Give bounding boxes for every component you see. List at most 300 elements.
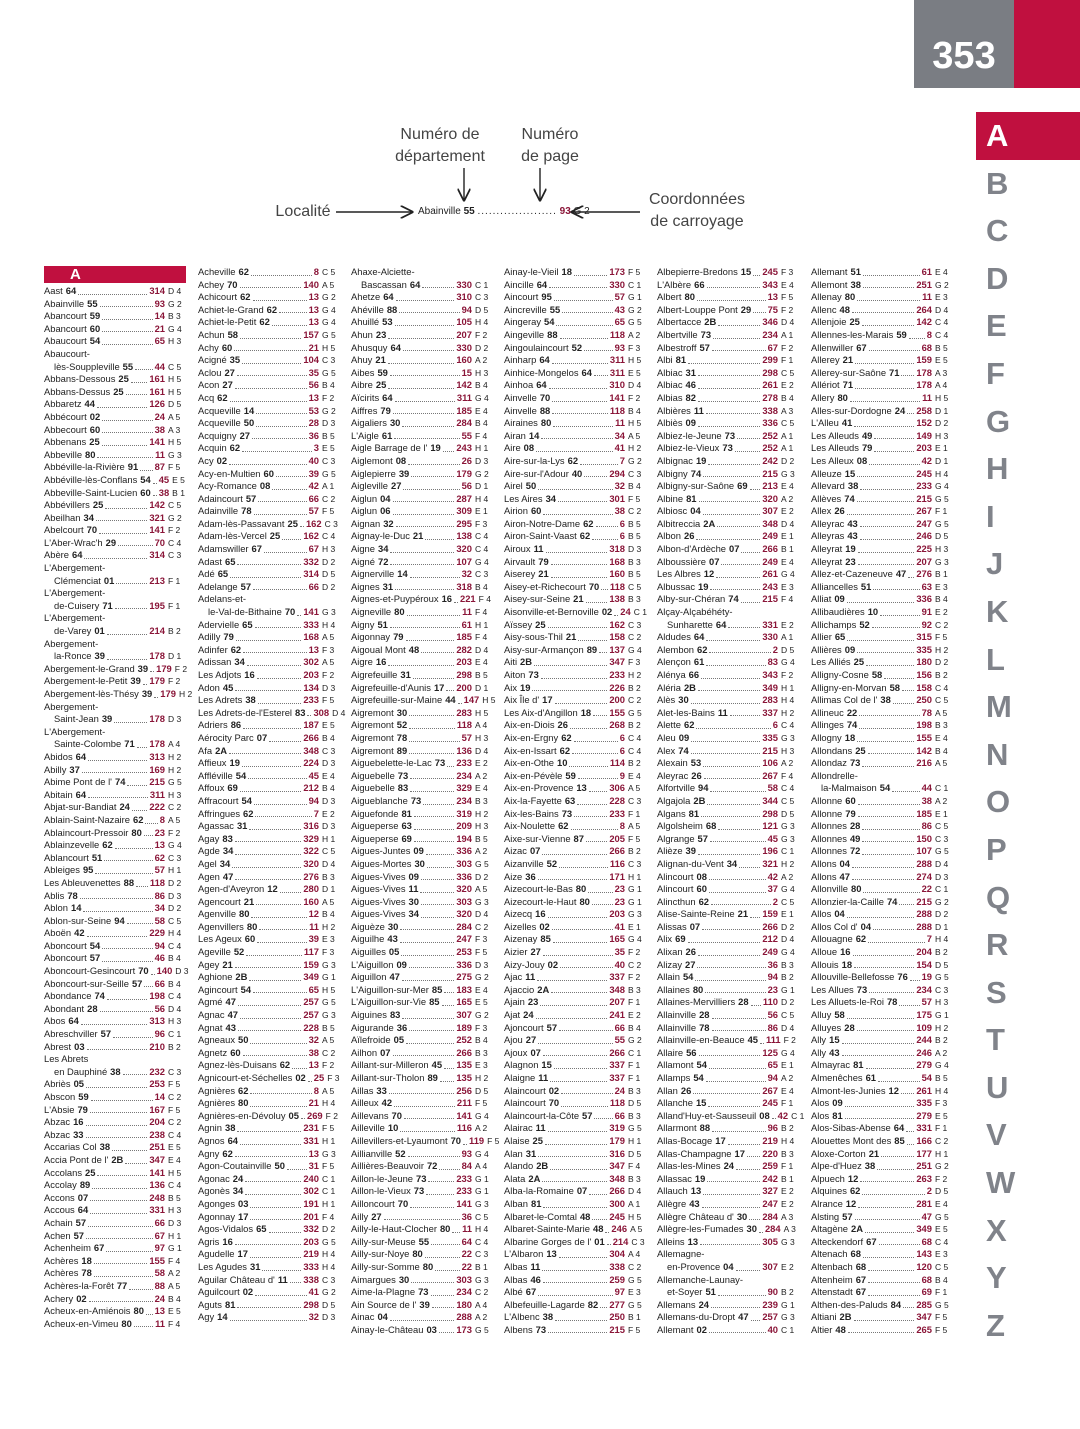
- index-entry: [198, 1236, 340, 1249]
- entry-coordinates: G 3: [781, 732, 795, 743]
- entry-departement: 64: [75, 750, 87, 762]
- index-entry: [198, 1261, 340, 1274]
- entry-coordinates: H 4: [322, 619, 336, 630]
- entry-leader-dots: [736, 1160, 760, 1170]
- entry-leader-dots: [140, 461, 152, 471]
- alphabet-letter-f[interactable]: F: [986, 355, 1005, 391]
- entry-coordinates: B 2: [935, 947, 948, 958]
- entry-locality: Aisey-sur-Seine: [504, 593, 571, 605]
- index-entry: [811, 1211, 953, 1224]
- index-entry: [198, 480, 340, 493]
- index-entry: [657, 266, 799, 279]
- entry-locality: Allouagne: [811, 933, 853, 945]
- entry-departement: 17: [238, 1210, 249, 1222]
- entry-coordinates: H 2: [178, 689, 193, 699]
- entry-departement: 07: [689, 920, 701, 932]
- entry-leader-dots: [555, 694, 608, 704]
- entry-leader-dots: [439, 1324, 454, 1334]
- entry-leader-dots: [549, 279, 607, 289]
- entry-departement: 18: [844, 731, 856, 743]
- index-entry: [44, 612, 186, 625]
- index-entry: [351, 1324, 493, 1337]
- entry-coordinates: H 3: [168, 1016, 182, 1027]
- entry-leader-dots: [116, 575, 147, 585]
- alphabet-letter-t[interactable]: T: [986, 1022, 1005, 1058]
- entry-coordinates: H 5: [628, 355, 642, 366]
- entry-locality: Aboncourt: [44, 939, 87, 951]
- entry-locality: Agen: [198, 870, 220, 882]
- entry-leader-dots: [863, 1248, 914, 1258]
- entry-departement: 57: [697, 832, 708, 844]
- entry-coordinates: B 4: [322, 732, 335, 743]
- entry-locality: Alaincourt-la-Côte: [504, 1109, 580, 1121]
- entry-departement: 64: [693, 631, 705, 643]
- index-entry: [811, 732, 953, 745]
- index-entry: [657, 1034, 799, 1047]
- entry-leader-dots: [89, 1293, 153, 1303]
- entry-leader-dots: [99, 524, 147, 534]
- alphabet-letter-r[interactable]: R: [986, 927, 1009, 963]
- entry-coordinates: D 2: [168, 903, 182, 914]
- entry-departement: 34: [219, 857, 231, 869]
- index-entry: [504, 1311, 646, 1324]
- entry-page: 233: [609, 669, 625, 680]
- index-entry: [44, 1141, 186, 1154]
- index-entry: [657, 1299, 799, 1312]
- entry-locality: Aigaliers: [351, 417, 387, 429]
- entry-page: 178: [149, 713, 165, 725]
- entry-coordinates: G 1: [322, 972, 336, 983]
- index-entry: [198, 619, 340, 632]
- index-entry: [198, 581, 340, 594]
- alphabet-letter-j[interactable]: J: [986, 546, 1004, 582]
- entry-page: 106: [762, 757, 778, 769]
- entry-locality: Aime-la-Plagne: [351, 1286, 416, 1298]
- entry-page: 319: [609, 1122, 625, 1134]
- entry-locality: Airion: [504, 505, 528, 517]
- alphabet-letter-x[interactable]: X: [986, 1212, 1007, 1248]
- entry-coordinates: E 4: [781, 481, 794, 492]
- entry-page: 13: [308, 303, 319, 315]
- index-entry: [811, 1299, 953, 1312]
- entry-departement: 62: [102, 839, 113, 851]
- entry-leader-dots: [858, 543, 915, 553]
- entry-leader-dots: [87, 1041, 148, 1051]
- entry-departement: 83: [397, 782, 409, 794]
- entry-departement: 87: [573, 832, 584, 844]
- entry-locality: Agonac: [198, 1172, 230, 1184]
- index-entry: [44, 587, 186, 600]
- alphabet-letter-y[interactable]: Y: [986, 1260, 1007, 1296]
- entry-departement: 52: [395, 1147, 406, 1159]
- entry-locality: Airon-Notre-Dame: [504, 517, 581, 529]
- index-entry: [657, 468, 799, 481]
- index-entry: [351, 505, 493, 518]
- entry-page: 234: [916, 983, 932, 995]
- entry-departement: 30: [389, 417, 401, 429]
- entry-leader-dots: [866, 1059, 915, 1069]
- index-entry: [198, 795, 340, 808]
- entry-leader-dots: [105, 499, 147, 509]
- entry-page: 313: [149, 1015, 165, 1027]
- entry-leader-dots: [452, 1223, 460, 1233]
- entry-departement: 81: [675, 354, 687, 366]
- entry-coordinates: C 1: [168, 1029, 182, 1040]
- index-entry: [811, 984, 953, 997]
- entry-locality: Agnières-en-Dévoluy: [198, 1109, 286, 1121]
- index-entry: [504, 1211, 646, 1224]
- entry-departement: 62: [230, 643, 242, 655]
- alphabet-letter-z[interactable]: Z: [986, 1307, 1005, 1343]
- entry-leader-dots: [144, 978, 152, 988]
- entry-leader-dots: [538, 1286, 612, 1296]
- entry-departement: 07: [709, 555, 720, 567]
- alphabet-letter-m[interactable]: M: [986, 689, 1012, 725]
- entry-page: 161: [149, 373, 165, 385]
- entry-locality: Allonnes: [811, 832, 847, 844]
- entry-leader-dots: [409, 719, 455, 729]
- index-entry: [504, 808, 646, 821]
- index-entry: [657, 833, 799, 846]
- entry-locality: Aignay-le-Duc: [351, 530, 410, 542]
- alphabet-letter-g[interactable]: G: [986, 403, 1011, 439]
- index-entry: [198, 1223, 340, 1236]
- index-entry: [44, 386, 186, 399]
- entry-coordinates: A 5: [322, 657, 335, 668]
- entry-leader-dots: [538, 871, 608, 881]
- alphabet-letter-c[interactable]: C: [986, 213, 1009, 249]
- entry-departement: 11: [277, 1273, 288, 1285]
- index-entry: [44, 335, 186, 348]
- entry-leader-dots: [402, 417, 454, 427]
- entry-coordinates: A 2: [781, 758, 794, 769]
- entry-departement: 24: [894, 404, 906, 416]
- index-entry: [811, 530, 953, 543]
- entry-coordinates: G 4: [475, 1110, 489, 1121]
- entry-page: 141: [149, 436, 165, 448]
- entry-locality: Alagnon: [504, 1059, 539, 1071]
- entry-page: 96: [767, 1122, 778, 1134]
- entry-departement: 23: [527, 996, 539, 1008]
- index-entry: [504, 1160, 646, 1173]
- alphabet-letter-b[interactable]: B: [986, 165, 1009, 201]
- entry-locality: Les Alleuds: [811, 429, 859, 441]
- entry-coordinates: B 4: [475, 581, 488, 592]
- entry-page: 155: [149, 1254, 165, 1266]
- entry-leader-dots: [880, 606, 919, 616]
- entry-departement: 19: [845, 543, 856, 555]
- entry-departement: 67: [855, 1286, 867, 1298]
- entry-locality: en Dauphiné: [54, 1065, 108, 1077]
- entry-departement: 21: [573, 593, 584, 605]
- entry-coordinates: H 2: [168, 764, 182, 775]
- entry-departement: 39: [141, 688, 153, 699]
- index-entry: [657, 1122, 799, 1135]
- entry-departement: 64: [75, 788, 87, 800]
- index-entry: [351, 959, 493, 972]
- entry-leader-dots: [106, 1242, 152, 1252]
- entry-leader-dots: [709, 644, 770, 654]
- entry-leader-dots: [857, 644, 914, 654]
- entry-locality: Ainvelle: [504, 391, 537, 403]
- entry-page: 40: [767, 1323, 778, 1335]
- page-corner-accent: [1014, 0, 1080, 88]
- alphabet-letter-p[interactable]: P: [986, 831, 1007, 867]
- index-entry: [198, 1122, 340, 1135]
- entry-coordinates: E 5: [935, 355, 948, 366]
- entry-coordinates: F 4: [475, 607, 488, 618]
- entry-coordinates: C 2: [935, 619, 949, 630]
- entry-departement: 2B: [683, 681, 696, 693]
- alphabet-letter-e[interactable]: E: [986, 308, 1007, 344]
- entry-departement: 12: [703, 568, 715, 580]
- entry-page: 56: [308, 379, 319, 391]
- alphabet-letter-i[interactable]: I: [986, 498, 995, 534]
- entry-departement: 09: [408, 870, 419, 882]
- entry-locality: Adelans-et-: [198, 593, 246, 605]
- index-entry: [811, 1185, 953, 1198]
- entry-leader-dots: [863, 883, 919, 893]
- entry-departement: 25: [855, 744, 866, 756]
- entry-page: 24: [614, 1084, 625, 1096]
- entry-page: 245: [762, 1097, 778, 1109]
- entry-leader-dots: [104, 852, 152, 862]
- entry-coordinates: C 5: [781, 896, 795, 907]
- entry-leader-dots: [706, 631, 760, 641]
- entry-locality: Affieux: [198, 757, 227, 769]
- entry-page: 84: [461, 1160, 472, 1172]
- entry-coordinates: E 4: [781, 556, 794, 567]
- entry-departement: 21: [538, 568, 549, 580]
- index-entry: [504, 379, 646, 392]
- entry-locality: Aigrefeuille-sur-Maine: [351, 694, 443, 706]
- entry-coordinates: G 3: [781, 821, 795, 832]
- entry-coordinates: G 2: [628, 1035, 642, 1046]
- entry-locality: Aisey-et-Richecourt: [504, 580, 586, 592]
- entry-departement: 62: [559, 744, 571, 756]
- entry-departement: 04: [839, 857, 850, 869]
- entry-leader-dots: [580, 455, 618, 465]
- entry-locality: Alex: [657, 744, 676, 756]
- entry-page: 22: [921, 883, 932, 895]
- alphabet-letter-v[interactable]: V: [986, 1117, 1007, 1153]
- entry-departement: 25: [92, 499, 104, 511]
- entry-coordinates: D 5: [168, 399, 182, 410]
- entry-leader-dots: [102, 424, 152, 434]
- entry-page: 14: [154, 310, 165, 322]
- index-entry: [657, 455, 799, 468]
- index-entry: [657, 1047, 799, 1060]
- entry-page: 63: [921, 580, 932, 592]
- index-entry: [811, 342, 953, 355]
- alphabet-letter-u[interactable]: U: [986, 1069, 1009, 1105]
- entry-leader-dots: [87, 927, 148, 937]
- entry-coordinates: F 1: [935, 1287, 948, 1298]
- entry-coordinates: E 4: [935, 267, 948, 277]
- entry-coordinates: G 5: [935, 846, 949, 857]
- entry-departement: 81: [832, 1109, 843, 1121]
- entry-coordinates: E 2: [322, 808, 335, 819]
- index-entry: [351, 1110, 493, 1123]
- index-entry: [811, 644, 953, 657]
- entry-page: 267: [916, 505, 932, 517]
- entry-locality: Allainville: [657, 1021, 697, 1033]
- entry-coordinates: D 5: [781, 808, 795, 819]
- entry-page: 134: [303, 681, 319, 693]
- entry-departement: 15: [740, 266, 752, 277]
- entry-departement: 21: [412, 530, 424, 542]
- alphabet-letter-n[interactable]: N: [986, 736, 1009, 772]
- index-entry: [657, 669, 799, 682]
- entry-locality: la-Malmaison: [821, 782, 877, 794]
- entry-leader-dots: [706, 656, 765, 666]
- alphabet-letter-h[interactable]: H: [986, 451, 1009, 487]
- entry-leader-dots: [88, 751, 147, 761]
- index-entry: [504, 1236, 646, 1249]
- entry-departement: 83: [222, 832, 233, 844]
- entry-locality: Allègre Château d': [657, 1210, 734, 1222]
- entry-page: 66: [614, 1109, 625, 1121]
- entry-leader-dots: [237, 556, 301, 566]
- entry-page: 266: [303, 731, 319, 743]
- alphabet-letter-l[interactable]: L: [986, 641, 1005, 677]
- entry-locality: Abbecourt: [44, 423, 87, 435]
- entry-page: 35: [614, 946, 625, 958]
- entry-leader-dots: [552, 921, 613, 931]
- index-entry: [504, 933, 646, 946]
- entry-departement: 73: [418, 1286, 429, 1298]
- entry-leader-dots: [545, 1135, 607, 1145]
- index-entry: [44, 1255, 186, 1268]
- entry-departement: 57: [546, 1021, 558, 1033]
- entry-page: 278: [762, 391, 778, 403]
- entry-page: 201: [303, 1210, 319, 1222]
- index-entry: [811, 883, 953, 896]
- entry-departement: 78: [886, 996, 898, 1008]
- entry-leader-dots: [97, 449, 153, 459]
- entry-departement: 43: [225, 1021, 236, 1033]
- entry-leader-dots: [693, 1085, 760, 1095]
- entry-departement: 38: [847, 480, 859, 492]
- entry-page: 198: [149, 990, 165, 1002]
- alphabet-letter-s[interactable]: S: [986, 974, 1007, 1010]
- entry-departement: 38: [110, 1065, 121, 1077]
- entry-coordinates: A 1: [781, 430, 794, 441]
- entry-coordinates: A 5: [628, 430, 641, 441]
- index-entry: [657, 984, 799, 997]
- entry-departement: 25: [535, 618, 546, 630]
- entry-departement: 44: [84, 398, 95, 410]
- index-entry: [44, 625, 186, 638]
- entry-leader-dots: [540, 996, 607, 1006]
- index-entry: [504, 669, 646, 682]
- entry-locality: Ailloncourt: [351, 1197, 395, 1209]
- entry-coordinates: A 3: [935, 367, 948, 378]
- entry-leader-dots: [86, 1230, 153, 1240]
- entry-coordinates: C 3: [628, 858, 642, 869]
- entry-leader-dots: [703, 1185, 760, 1195]
- index-entry: [504, 984, 646, 997]
- entry-coordinates: H 4: [168, 928, 182, 939]
- entry-locality: Aillant-sur-Tholon: [351, 1072, 425, 1083]
- entry-locality: Alette: [657, 719, 681, 731]
- alphabet-letter-d[interactable]: D: [986, 260, 1009, 296]
- entry-locality: Ailly-le-Haut-Clocher: [351, 1223, 437, 1235]
- entry-coordinates: H 2: [628, 670, 642, 680]
- entry-departement: 15: [829, 1034, 840, 1046]
- index-entry: [351, 1286, 493, 1299]
- alphabet-letter-k[interactable]: K: [986, 593, 1009, 629]
- entry-coordinates: G 1: [781, 1299, 795, 1310]
- index-entry: [351, 1134, 500, 1148]
- entry-coordinates: H 2: [781, 707, 795, 718]
- entry-departement: 74: [846, 719, 858, 731]
- entry-coordinates: F 5: [475, 1098, 488, 1109]
- entry-coordinates: D 4: [781, 934, 795, 945]
- entry-leader-dots: [700, 1236, 760, 1246]
- entry-coordinates: A 5: [628, 783, 641, 794]
- entry-coordinates: G 5: [322, 997, 336, 1008]
- entry-leader-dots: [711, 896, 771, 906]
- entry-locality: Aizy-Jouy: [504, 958, 545, 970]
- entry-departement: 17: [237, 1248, 248, 1260]
- entry-departement: 72: [849, 845, 861, 857]
- entry-locality: Alpe-d'Huez: [811, 1160, 862, 1172]
- entry-locality: Ajoncourt: [504, 1021, 544, 1033]
- entry-coordinates: B 5: [935, 342, 948, 353]
- entry-page: 65: [154, 335, 165, 347]
- entry-coordinates: F 4: [322, 1211, 335, 1222]
- index-entry: [657, 631, 799, 644]
- entry-page: 136: [149, 1179, 165, 1191]
- entry-locality: Sunharette: [667, 618, 713, 630]
- entry-departement: 08: [395, 454, 407, 466]
- entry-departement: 24: [698, 1298, 709, 1310]
- entry-coordinates: F 1: [781, 1161, 794, 1172]
- entry-departement: 61: [865, 1072, 877, 1083]
- entry-page: 320: [456, 908, 472, 920]
- index-entry: [44, 751, 186, 764]
- entry-locality: Les Abrets: [44, 1053, 89, 1065]
- entry-departement: 16: [73, 1116, 84, 1128]
- alphabet-letter-a[interactable]: A: [976, 112, 1080, 160]
- alphabet-letter-q[interactable]: Q: [986, 879, 1011, 915]
- entry-departement: 02: [601, 606, 613, 618]
- entry-departement: 15: [844, 467, 856, 479]
- entry-locality: Allondaz: [811, 757, 847, 769]
- entry-page: 57: [154, 864, 165, 876]
- entry-departement: 73: [724, 429, 736, 441]
- entry-coordinates: H 3: [475, 821, 489, 832]
- alphabet-letter-w[interactable]: W: [986, 1165, 1016, 1201]
- entry-departement: 39: [685, 845, 696, 857]
- entry-coordinates: A 2: [168, 1268, 181, 1279]
- index-entry: [811, 1097, 953, 1110]
- entry-page: 343: [762, 278, 778, 290]
- entry-page: 266: [609, 845, 625, 857]
- entry-departement: 14: [528, 429, 540, 441]
- alphabet-letter-o[interactable]: O: [986, 784, 1011, 820]
- entry-page: 335: [762, 731, 778, 743]
- entry-departement: 02: [547, 958, 559, 970]
- entry-coordinates: G 3: [935, 556, 949, 567]
- entry-coordinates: G 3: [628, 909, 642, 920]
- entry-coordinates: H 1: [781, 682, 795, 693]
- index-column-2: [198, 266, 346, 1324]
- entry-departement: 57: [75, 1216, 87, 1228]
- entry-departement: 04: [834, 908, 845, 920]
- entry-page: 136: [456, 744, 472, 756]
